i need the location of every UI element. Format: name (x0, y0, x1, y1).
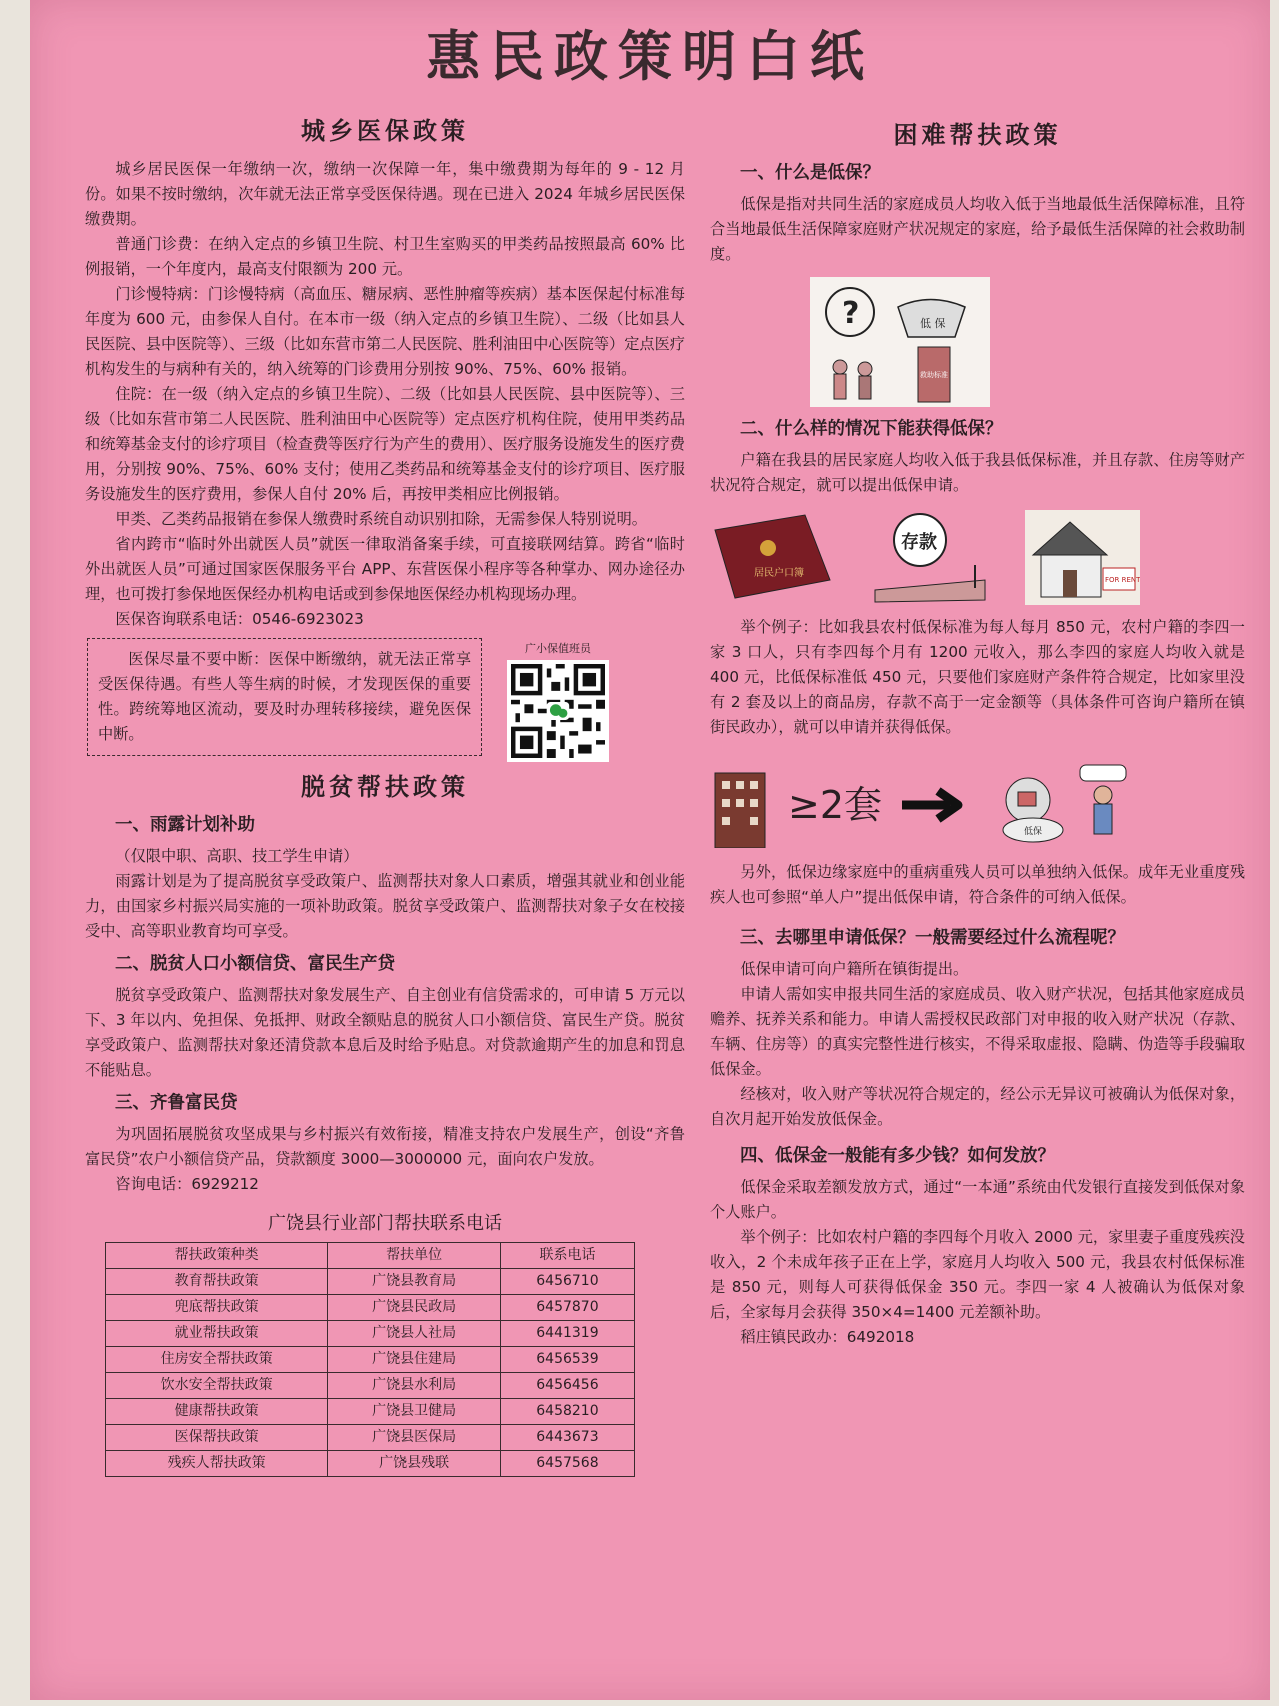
loan-title: 二、脱贫人口小额信贷、富民生产贷 (115, 954, 395, 974)
two-sets-label: ≥2套 (788, 782, 883, 827)
q4-answer-1: 低保金采取差额发放方式，通过“一本通”系统由代发银行直接发到低保对象个人账户。 (710, 1178, 1245, 1221)
illustration-3 (710, 760, 1245, 850)
table-cell: 6441319 (500, 1321, 634, 1347)
medical-para-4: 住院：在一级（纳入定点的乡镇卫生院）、二级（比如县人民医院、县中医院等）、三级（比如东营市第二人民医院、胜利油田中心医院等）定点医疗机构住院，使用甲类药品和统筹基金支付的诊疗项目（检查费等医疗行为产生的费用）、医疗服务设施发生的医疗费用，分别按 90%、75%、60% 支付；使用乙类药品和统筹基金支付的诊疗项目、医疗服务设施发生的医疗费用，参保人自付 20% 后，再按甲类相应比例报销。 (85, 385, 685, 503)
medical-phone: 医保咨询联系电话：0546-6923023 (115, 610, 364, 628)
table-cell: 6443673 (500, 1425, 634, 1451)
contacts-table (105, 1242, 635, 1477)
hardship-heading: 困难帮扶政策 (893, 120, 1062, 149)
example-1: 举个例子：比如我县农村低保标准为每人每月 850 元，农村户籍的李四一家 3 口人，只有李四每个月有 1200 元收入，那么李四的家庭人均收入就是 400 元，比低保标准低 450 元，只要他们家庭财产条件符合规定，比如家里没有 2 套及以上的商品房，存款不高于一定金额等（具体条件可咨询户籍所在镇街民政办），就可以申请并获得低保。 (710, 618, 1245, 736)
medical-para-6: 省内跨市“临时外出就医人员”就医一律取消备案手续，可直接联网结算。跨省“临时外出就医人员”可通过国家医保服务平台 APP、东营医保小程序等各种掌办、网办途径办理，也可拨打参保地医保经办机构电话或到参保地医保经办机构现场办理。 (85, 535, 685, 603)
svg-text:?: ? (842, 296, 860, 331)
illus2-label-deposit: 存款 (901, 532, 937, 553)
table-row (106, 1347, 635, 1373)
q1-title: 一、什么是低保？ (740, 163, 880, 183)
illustration-1 (810, 277, 1245, 407)
qilu-text: 为巩固拓展脱贫攻坚成果与乡村振兴有效衔接，精准支持农户发展生产，创设“齐鲁富民贷”农户小额信贷产品，贷款额度 3000—3000000 元，面向农户发放。 (85, 1125, 685, 1168)
deposit-icon (865, 510, 995, 605)
dibao-people-icon (810, 277, 990, 407)
table-cell: 兜底帮扶政策 (106, 1295, 328, 1321)
poverty-heading: 脱贫帮扶政策 (301, 772, 469, 801)
table-cell: 6457568 (500, 1451, 634, 1477)
table-cell: 广饶县民政局 (328, 1295, 501, 1321)
table-header-row (106, 1243, 635, 1269)
qr-code-icon (507, 660, 609, 762)
q3-answer-3: 经核对，收入财产等状况符合规定的，经公示无异议可被确认为低保对象，自次月起开始发放低保金。 (710, 1085, 1245, 1128)
table-row (106, 1321, 635, 1347)
medical-notice-box (87, 638, 482, 756)
table-row (106, 1373, 635, 1399)
table-row (106, 1295, 635, 1321)
medical-para-2: 普通门诊费：在纳入定点的乡镇卫生院、村卫生室购买的甲类药品按照最高 60% 比例报销，一个年度内，最高支付限额为 200 元。 (85, 235, 685, 278)
illus3-label-dibao: 低保 (1024, 827, 1043, 837)
table-cell: 教育帮扶政策 (106, 1269, 328, 1295)
illus2-label-rent: FOR RENT (1105, 576, 1140, 584)
extra-note: 另外，低保边缘家庭中的重病重残人员可以单独纳入低保。成年无业重度残疾人也可参照“单人户”提出低保申请，符合条件的可纳入低保。 (710, 863, 1245, 906)
medical-heading: 城乡医保政策 (301, 116, 469, 145)
table-cell: 6456456 (500, 1373, 634, 1399)
table-cell: 广饶县住建局 (328, 1347, 501, 1373)
q4-title: 四、低保金一般能有多少钱？如何发放？ (740, 1146, 1055, 1166)
table-cell: 就业帮扶政策 (106, 1321, 328, 1347)
medical-para-1: 城乡居民医保一年缴纳一次，缴纳一次保障一年，集中缴费期为每年的 9 - 12 月份。如果不按时缴纳，次年就无法正常享受医保待遇。现在已进入 2024 年城乡居民医保缴费期。 (85, 160, 685, 228)
table-cell: 6457870 (500, 1295, 634, 1321)
table-cell: 广饶县人社局 (328, 1321, 501, 1347)
table-row (106, 1399, 635, 1425)
medical-para-3: 门诊慢特病：门诊慢特病（高血压、糖尿病、恶性肿瘤等疾病）基本医保起付标准每年度为 600 元，由参保人自付。在本市一级（纳入定点的乡镇卫生院）、二级（比如县人民医院、县中医院等）、三级（比如东营市第二人民医院、胜利油田中心医院等）定点医疗机构发生的与病种有关的，纳入统筹的门诊费用分别按 90%、75%、60% 报销。 (85, 285, 685, 378)
yulu-title: 一、雨露计划补助 (115, 815, 255, 835)
building-icon (710, 763, 770, 848)
table-cell: 医保帮扶政策 (106, 1425, 328, 1451)
qilu-phone: 咨询电话：6929212 (115, 1175, 259, 1193)
qr-caption: 广小保值班员 (525, 642, 591, 655)
loan-text: 脱贫享受政策户、监测帮扶对象发展生产、自主创业有信贷需求的，可申请 5 万元以下、3 年以内、免担保、免抵押、财政全额贴息的脱贫人口小额信贷、富民生产贷。脱贫享受政策户、监测帮扶对象还清贷款本息后及时给予贴息。对贷款逾期产生的加息和罚息不能贴息。 (85, 986, 685, 1079)
civil-affairs-phone: 稻庄镇民政办：6492018 (740, 1328, 915, 1346)
table-cell: 住房安全帮扶政策 (106, 1347, 328, 1373)
table-cell: 6456710 (500, 1269, 634, 1295)
page-title: 惠民政策明白纸 (426, 24, 874, 88)
contacts-title: 广饶县行业部门帮扶联系电话 (268, 1213, 502, 1234)
illustration-2 (710, 510, 1245, 605)
q4-answer-2: 举个例子：比如农村户籍的李四每个月收入 2000 元，家里妻子重度残疾没收入，2 个未成年孩子正在上学，家庭月人均收入 500 元，我县农村低保标准是 850 元，则每人可获得低保金 350 元。李四一家 4 人被确认为低保对象后，全家每月会获得 350×4=1400 元差额补助。 (710, 1228, 1245, 1321)
table-row (106, 1451, 635, 1477)
right-column (710, 122, 1245, 1350)
table-cell: 广饶县医保局 (328, 1425, 501, 1451)
medical-notice: 医保尽量不要中断：医保中断缴纳，就无法正常享受医保待遇。有些人等生病的时候，才发现医保的重要性。跨统筹地区流动，要及时办理转移接续，避免医保中断。 (98, 650, 471, 743)
table-header: 联系电话 (500, 1243, 634, 1269)
table-cell: 残疾人帮扶政策 (106, 1451, 328, 1477)
table-cell: 广饶县水利局 (328, 1373, 501, 1399)
q2-title: 二、什么样的情况下能获得低保？ (740, 419, 1003, 439)
medical-para-5: 甲类、乙类药品报销在参保人缴费时系统自动识别扣除，无需参保人特别说明。 (115, 510, 647, 528)
table-cell: 广饶县卫健局 (328, 1399, 501, 1425)
household-register-icon (710, 510, 835, 600)
table-cell: 健康帮扶政策 (106, 1399, 328, 1425)
table-cell: 广饶县残联 (328, 1451, 501, 1477)
table-header: 帮扶政策种类 (106, 1243, 328, 1269)
q3-answer-2: 申请人需如实申报共同生活的家庭成员、收入财产状况，包括其他家庭成员赡养、抚养关系和能力。申请人需授权民政部门对申报的收入财产状况（存款、车辆、住房等）的真实完整性进行核实，不得采取虚报、隐瞒、伪造等手段骗取低保金。 (710, 985, 1245, 1078)
q1-answer: 低保是指对共同生活的家庭成员人均收入低于当地最低生活保障标准，且符合当地最低生活保障家庭财产状况规定的家庭，给予最低生活保障的社会救助制度。 (710, 195, 1245, 263)
table-cell: 饮水安全帮扶政策 (106, 1373, 328, 1399)
qr-block (488, 640, 628, 762)
table-cell: 6456539 (500, 1347, 634, 1373)
illus1-label-standard: 救助标准 (920, 371, 948, 379)
table-header: 帮扶单位 (328, 1243, 501, 1269)
table-row (106, 1425, 635, 1451)
left-column (85, 118, 685, 1477)
arrow-right-icon (900, 785, 970, 825)
table-cell: 6458210 (500, 1399, 634, 1425)
q3-title: 三、去哪里申请低保？一般需要经过什么流程呢？ (740, 928, 1125, 948)
house-icon (1025, 510, 1140, 605)
flyer-paper (30, 0, 1270, 1700)
illus1-label-dibao: 低 保 (920, 317, 946, 330)
table-cell: 广饶县教育局 (328, 1269, 501, 1295)
q2-answer: 户籍在我县的居民家庭人均收入低于我县低保标准，并且存款、住房等财产状况符合规定，就可以提出低保申请。 (710, 451, 1245, 494)
yulu-text: 雨露计划是为了提高脱贫享受政策户、监测帮扶对象人口素质，增强其就业和创业能力，由国家乡村振兴局实施的一项补助政策。脱贫享受政策户、监测帮扶对象子女在校接受中、高等职业教育均可享受。 (85, 872, 685, 940)
qilu-title: 三、齐鲁富民贷 (115, 1093, 238, 1113)
table-row (106, 1269, 635, 1295)
q3-answer-1: 低保申请可向户籍所在镇街提出。 (740, 960, 969, 978)
yulu-note: （仅限中职、高职、技工学生申请） (115, 847, 359, 865)
rejected-person-icon (988, 760, 1138, 850)
illus2-label-register: 居民户口簿 (754, 568, 804, 579)
